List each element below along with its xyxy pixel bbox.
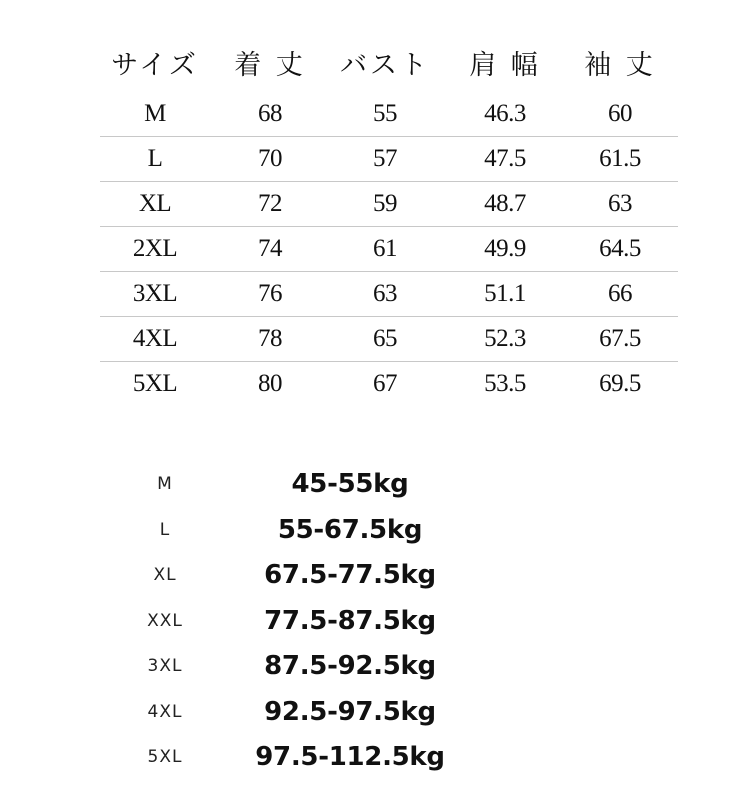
bust-cell: 63 bbox=[373, 280, 397, 307]
size-chart-header-row bbox=[100, 40, 678, 92]
table-row bbox=[100, 227, 678, 272]
length-cell: 76 bbox=[258, 280, 282, 307]
weight-size-label: 4XL bbox=[147, 701, 183, 722]
length-cell: 68 bbox=[258, 100, 282, 127]
header-bust: バスト bbox=[340, 50, 430, 81]
bust-cell: 59 bbox=[373, 190, 397, 217]
length-cell: 70 bbox=[258, 145, 282, 172]
table-row bbox=[100, 272, 678, 317]
list-item bbox=[110, 644, 510, 690]
shoulder-cell: 48.7 bbox=[484, 190, 526, 217]
table-row bbox=[100, 92, 678, 137]
shoulder-cell: 49.9 bbox=[484, 235, 526, 262]
sleeve-cell: 61.5 bbox=[599, 145, 641, 172]
weight-size-label: L bbox=[159, 519, 171, 540]
sleeve-cell: 69.5 bbox=[599, 370, 641, 397]
size-chart-table bbox=[100, 40, 678, 406]
table-row bbox=[100, 317, 678, 362]
list-item bbox=[110, 735, 510, 781]
weight-size-label: XL bbox=[153, 565, 177, 585]
sleeve-cell: 66 bbox=[608, 280, 632, 307]
shoulder-cell: 51.1 bbox=[484, 280, 526, 307]
header-shoulder: 肩 幅 bbox=[469, 50, 541, 81]
weight-range: 77.5-87.5kg bbox=[264, 605, 436, 636]
weight-size-label: 3XL bbox=[147, 656, 183, 676]
shoulder-cell: 47.5 bbox=[484, 145, 526, 172]
weight-size-label: XXL bbox=[147, 610, 183, 631]
size-cell: 5XL bbox=[132, 370, 178, 397]
sleeve-cell: 63 bbox=[608, 190, 632, 217]
list-item bbox=[110, 462, 510, 508]
size-cell: XL bbox=[138, 190, 172, 217]
size-cell: 2XL bbox=[132, 235, 178, 262]
weight-range: 67.5-77.5kg bbox=[264, 560, 436, 590]
weight-range: 92.5-97.5kg bbox=[264, 696, 436, 727]
length-cell: 72 bbox=[258, 190, 282, 217]
size-cell: 4XL bbox=[132, 325, 178, 352]
size-cell: 3XL bbox=[132, 280, 178, 307]
bust-cell: 55 bbox=[373, 100, 397, 127]
weight-range: 87.5-92.5kg bbox=[264, 651, 436, 681]
weight-size-label: M bbox=[157, 474, 173, 494]
table-row bbox=[100, 182, 678, 227]
shoulder-cell: 53.5 bbox=[484, 370, 526, 397]
table-row bbox=[100, 362, 678, 406]
header-length: 着 丈 bbox=[234, 50, 306, 81]
shoulder-cell: 52.3 bbox=[484, 325, 526, 352]
shoulder-cell: 46.3 bbox=[484, 100, 526, 127]
bust-cell: 61 bbox=[373, 235, 397, 262]
length-cell: 78 bbox=[258, 325, 282, 352]
weight-range: 55-67.5kg bbox=[277, 514, 423, 545]
weight-range: 45-55kg bbox=[291, 469, 409, 499]
header-sleeve: 袖 丈 bbox=[584, 50, 656, 81]
sleeve-cell: 60 bbox=[608, 100, 632, 127]
list-item bbox=[110, 690, 510, 736]
table-row bbox=[100, 137, 678, 182]
header-size: サイズ bbox=[111, 50, 199, 81]
bust-cell: 67 bbox=[373, 370, 397, 397]
length-cell: 74 bbox=[258, 235, 282, 262]
sleeve-cell: 67.5 bbox=[599, 325, 641, 352]
bust-cell: 57 bbox=[373, 145, 397, 172]
weight-range: 97.5-112.5kg bbox=[255, 742, 445, 772]
length-cell: 80 bbox=[258, 370, 282, 397]
list-item bbox=[110, 508, 510, 554]
weight-size-label: 5XL bbox=[147, 747, 183, 767]
list-item bbox=[110, 599, 510, 645]
size-cell: L bbox=[147, 145, 163, 172]
size-cell: M bbox=[144, 100, 166, 127]
bust-cell: 65 bbox=[373, 325, 397, 352]
sleeve-cell: 64.5 bbox=[599, 235, 641, 262]
weight-guide-table bbox=[110, 462, 510, 781]
list-item bbox=[110, 553, 510, 599]
